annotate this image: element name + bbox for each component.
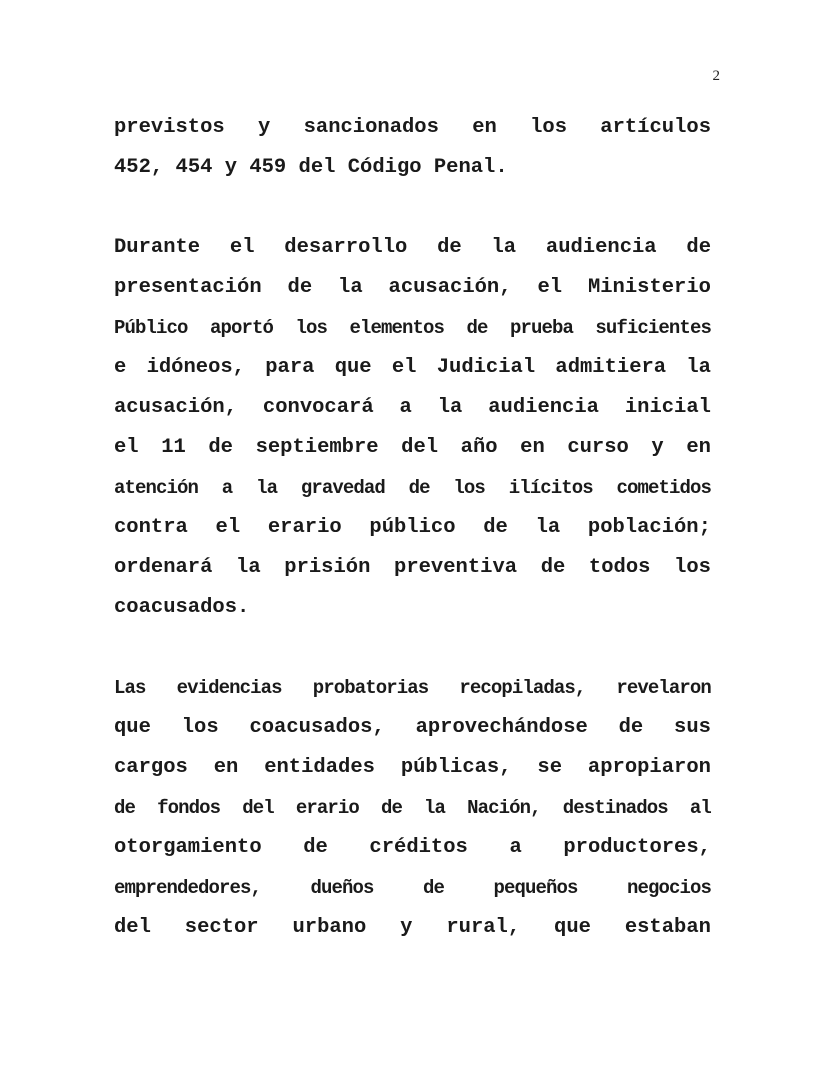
word: convocará [262,396,374,419]
word: 459 [249,156,287,179]
word: a [399,396,412,419]
word: Penal. [433,156,508,179]
word: el [229,236,255,259]
word: todos [588,556,651,579]
word: y [651,436,664,459]
word: audiencia [545,236,657,259]
word: del [401,436,439,459]
word: acusación, [388,276,512,299]
word: y [224,156,238,179]
text-line [114,233,711,263]
text-line [114,393,711,423]
word: de [380,797,402,819]
word: preventiva [394,556,518,579]
word: el [391,356,417,379]
word: Judicial [436,356,536,379]
word: revelaron [616,677,711,699]
word: los [295,317,327,339]
word: de [422,877,444,899]
text-line [114,713,711,743]
word: prueba [509,317,573,339]
word: al [689,797,711,819]
word: de [466,317,488,339]
word: créditos [369,836,468,859]
word: sector [184,916,259,939]
word: los [181,716,219,739]
word: el [537,276,563,299]
word: Las [114,677,146,699]
word: la [424,797,446,819]
word: del [242,797,274,819]
word: productores, [563,836,711,859]
word: e [114,356,127,379]
word: emprendedores, [114,877,262,899]
word: la [256,477,278,499]
word: coacusados, [249,716,385,739]
word: la [686,356,711,379]
word: en [213,756,239,779]
word: y [258,116,271,139]
word: los [674,556,711,579]
word: ordenará [114,556,213,579]
word: que [554,916,591,939]
word: en [520,436,545,459]
word: la [535,516,561,539]
word: la [437,396,463,419]
word: inicial [624,396,711,419]
word: los [530,116,567,139]
word: dueños [310,877,374,899]
word: la [236,556,261,579]
word: el [114,436,139,459]
word: aprovechándose [415,716,588,739]
word: recopiladas, [459,677,586,699]
word: año [460,436,498,459]
word: Código [347,156,422,179]
word: en [686,436,711,459]
word: otorgamiento [114,836,262,859]
word: de [686,236,711,259]
word: para [265,356,315,379]
word: sancionados [303,116,439,139]
word: de [618,716,644,739]
word: Público [114,317,188,339]
text-line [114,553,711,583]
word: evidencias [176,677,282,699]
word: sus [674,716,711,739]
text-line [114,513,711,543]
word: curso [567,436,629,459]
word: gravedad [300,477,385,499]
word: 11 [161,436,186,459]
text-line [114,353,711,383]
word: suficientes [595,317,711,339]
word: audiencia [488,396,599,419]
word: de [114,797,136,819]
word: de [483,516,508,539]
word: que [114,716,151,739]
word: de [287,276,313,299]
word: población; [587,516,711,539]
word: del [298,156,336,179]
word: del [114,916,151,939]
text-line [114,153,711,183]
word: coacusados. [114,596,250,619]
word: se [537,756,563,779]
word: aportó [209,317,273,339]
word: que [334,356,372,379]
word: admitiera [555,356,667,379]
word: desarrollo [284,236,408,259]
text-line [114,593,711,623]
word: destinados [562,797,668,819]
word: septiembre [255,436,379,459]
word: a [221,477,233,499]
word: erario [267,516,342,539]
word: el [215,516,241,539]
word: probatorias [312,677,429,699]
word: contra [114,516,188,539]
word: la [338,276,363,299]
word: cargos [114,756,188,779]
word: y [400,916,413,939]
text-line [114,793,711,823]
word: Durante [114,236,201,259]
word: artículos [600,116,711,139]
word: entidades [264,756,375,779]
word: la [491,236,517,259]
text-line [114,313,711,343]
word: cometidos [616,477,711,499]
word: Ministerio [587,276,711,299]
text-line [114,913,711,943]
word: de [303,836,328,859]
word: de [437,236,462,259]
text-line [114,673,711,703]
word: elementos [349,317,444,339]
word: de [208,436,233,459]
word: previstos [114,116,225,139]
word: ilícitos [508,477,593,499]
word: acusación, [114,396,238,419]
text-line [114,873,711,903]
page-number: 2 [712,68,720,84]
word: los [453,477,485,499]
word: urbano [292,916,367,939]
text-line [114,753,711,783]
word: estaban [624,916,711,939]
word: Nación, [467,797,541,819]
text-line [114,433,711,463]
text-line [114,113,711,143]
word: erario [295,797,359,819]
word: atención [114,477,199,499]
word: idóneos, [146,356,245,379]
word: públicas, [400,756,512,779]
text-line [114,833,711,863]
word: rural, [446,916,521,939]
word: en [472,116,497,139]
word: público [369,516,456,539]
word: prisión [284,556,371,579]
word: de [540,556,566,579]
word: de [408,477,430,499]
word: 452, [114,156,164,179]
word: presentación [114,276,262,299]
word: 454 [175,156,213,179]
word: fondos [157,797,221,819]
word: apropiaron [587,756,711,779]
word: a [509,836,522,859]
text-line [114,473,711,503]
text-line [114,273,711,303]
word: negocios [626,877,711,899]
word: pequeños [493,877,578,899]
